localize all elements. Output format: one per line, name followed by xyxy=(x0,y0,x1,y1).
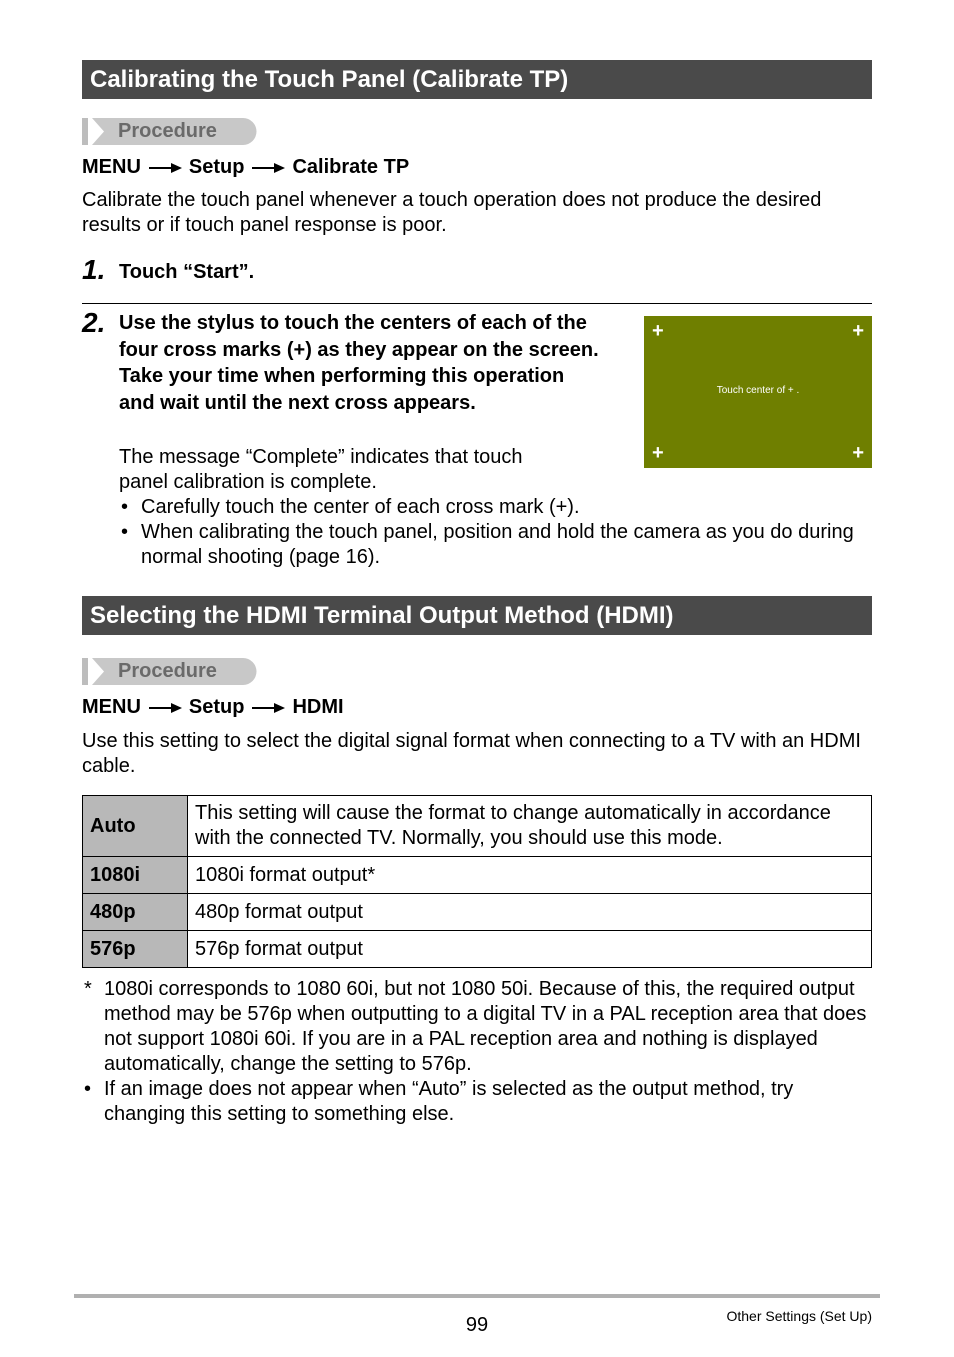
arrow-right-icon xyxy=(149,162,183,174)
menu-path-item: Setup xyxy=(188,696,245,718)
table-row xyxy=(83,796,872,857)
arrow-right-icon xyxy=(149,702,183,714)
cross-mark-icon: + xyxy=(852,442,864,464)
menu-path xyxy=(82,694,344,720)
screen-message: Touch center of + . xyxy=(716,385,800,396)
step-text: Use the stylus to touch the centers of each of the four cross marks (+) as they appear on the screen. Take your time when performing this operation and wait until the next cross appears. xyxy=(119,312,599,414)
procedure-label: Procedure xyxy=(118,120,217,142)
table-row xyxy=(83,894,872,931)
menu-path-item: Setup xyxy=(188,156,245,178)
menu-path-item: MENU xyxy=(82,696,141,718)
bullet-text: If an image does not appear when “Auto” is selected as the output method, try changing this setting to something else. xyxy=(104,1078,794,1125)
menu-path-item: HDMI xyxy=(292,696,344,718)
step-text: Touch “Start”. xyxy=(119,261,255,283)
footnote-mark: * xyxy=(84,978,92,1000)
menu-path-item: MENU xyxy=(82,156,141,178)
cross-mark-icon: + xyxy=(652,442,664,464)
divider xyxy=(82,303,872,304)
section-heading-hdmi: Selecting the HDMI Terminal Output Method (HDMI) xyxy=(82,596,872,635)
arrow-right-icon xyxy=(252,702,286,714)
menu-path-item: Calibrate TP xyxy=(292,156,410,178)
table-row xyxy=(83,931,872,968)
cross-mark-icon: + xyxy=(852,320,864,342)
table-row xyxy=(83,857,872,894)
option-description: 576p format output xyxy=(188,931,872,968)
bullet-item xyxy=(121,495,861,520)
option-description: This setting will cause the format to change automatically in accordance with the connected TV. Normally, you should use this mode. xyxy=(188,796,872,857)
bullet-text: When calibrating the touch panel, position and hold the camera as you do during normal shooting (page 16). xyxy=(141,521,854,568)
bullet-dot: • xyxy=(121,496,129,518)
bullet-dot: • xyxy=(121,521,129,543)
option-key: 576p xyxy=(83,931,188,968)
procedure-tab xyxy=(82,658,257,685)
intro-paragraph: Calibrate the touch panel whenever a touch operation does not produce the desired results or if touch panel response is poor. xyxy=(82,189,822,236)
option-description: 480p format output xyxy=(188,894,872,931)
footnote xyxy=(84,977,869,1077)
step-number: 1. xyxy=(82,254,106,285)
page-number: 99 xyxy=(465,1314,489,1336)
footnote-text: 1080i corresponds to 1080 60i, but not 1080 50i. Because of this, the required output method may be 576p when outputting to a digital TV in a PAL reception area that does not support 1080i 60i. If you are in a PAL reception area and nothing is displayed automatically, change the setting to 576p. xyxy=(104,978,867,1075)
hdmi-options-table xyxy=(82,795,872,968)
chapter-label: Other Settings (Set Up) xyxy=(726,1308,872,1324)
bullet-text: Carefully touch the center of each cross mark (+). xyxy=(141,496,580,518)
bullet-dot: • xyxy=(84,1078,92,1100)
option-key: Auto xyxy=(83,796,188,857)
cross-mark-icon: + xyxy=(652,320,664,342)
menu-path xyxy=(82,154,409,180)
bullet-item xyxy=(84,1077,869,1127)
step-note: The message “Complete” indicates that touch panel calibration is complete. xyxy=(119,446,523,493)
option-key: 480p xyxy=(83,894,188,931)
procedure-tab xyxy=(82,118,257,145)
arrow-right-icon xyxy=(252,162,286,174)
intro-paragraph: Use this setting to select the digital signal format when connecting to a TV with an HDMI cable. xyxy=(82,730,861,777)
footer-rule xyxy=(74,1294,880,1298)
option-description: 1080i format output* xyxy=(188,857,872,894)
option-key: 1080i xyxy=(83,857,188,894)
section-heading-calibrate-tp: Calibrating the Touch Panel (Calibrate TP) xyxy=(82,60,872,99)
bullet-item xyxy=(121,520,861,570)
step-number: 2. xyxy=(82,307,106,338)
calibration-screen-image xyxy=(644,316,872,468)
procedure-label: Procedure xyxy=(118,660,217,682)
